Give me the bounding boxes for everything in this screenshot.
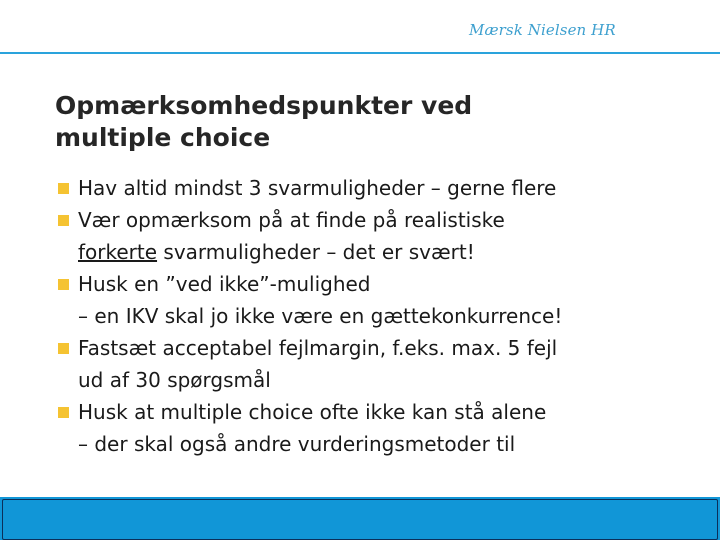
bullet-text-continuation: ud af 30 spørgsmål [78, 368, 271, 392]
bullet-text-continuation: – en IKV skal jo ikke være en gættekonkurrence! [78, 304, 563, 328]
bullet-text-continuation [78, 236, 705, 268]
square-bullet-icon [58, 407, 69, 418]
bullet-list [55, 172, 705, 460]
underlined-word: forkerte [78, 240, 158, 264]
brand-header: Mærsk Nielsen HR [469, 21, 616, 39]
bullet-item [55, 268, 705, 332]
bullet-text: Husk en ”ved ikke”-mulighed [78, 272, 371, 296]
bullet-text-continuation: – der skal også andre vurderingsmetoder til [78, 432, 516, 456]
bullet-text: Fastsæt acceptabel fejlmargin, f.eks. max. 5 fejl [78, 336, 558, 360]
slide-title-line-2: multiple choice [55, 123, 271, 152]
bullet-text-rest: svarmuligheder – det er svært! [157, 240, 475, 264]
bullet-item [55, 204, 705, 268]
bullet-text: Vær opmærksom på at finde på realistiske [78, 208, 505, 232]
footer-bar-frame [2, 499, 718, 540]
slide-title-line-1: Opmærksomhedspunkter ved [55, 91, 473, 120]
square-bullet-icon [58, 215, 69, 226]
bullet-text: Husk at multiple choice ofte ikke kan stå alene [78, 400, 547, 424]
slide-title [55, 90, 615, 154]
square-bullet-icon [58, 279, 69, 290]
bullet-item [55, 172, 705, 204]
bullet-item [55, 396, 705, 460]
square-bullet-icon [58, 183, 69, 194]
square-bullet-icon [58, 343, 69, 354]
header-divider [0, 52, 720, 54]
bullet-text: Hav altid mindst 3 svarmuligheder – gerne flere [78, 176, 557, 200]
bullet-item [55, 332, 705, 396]
